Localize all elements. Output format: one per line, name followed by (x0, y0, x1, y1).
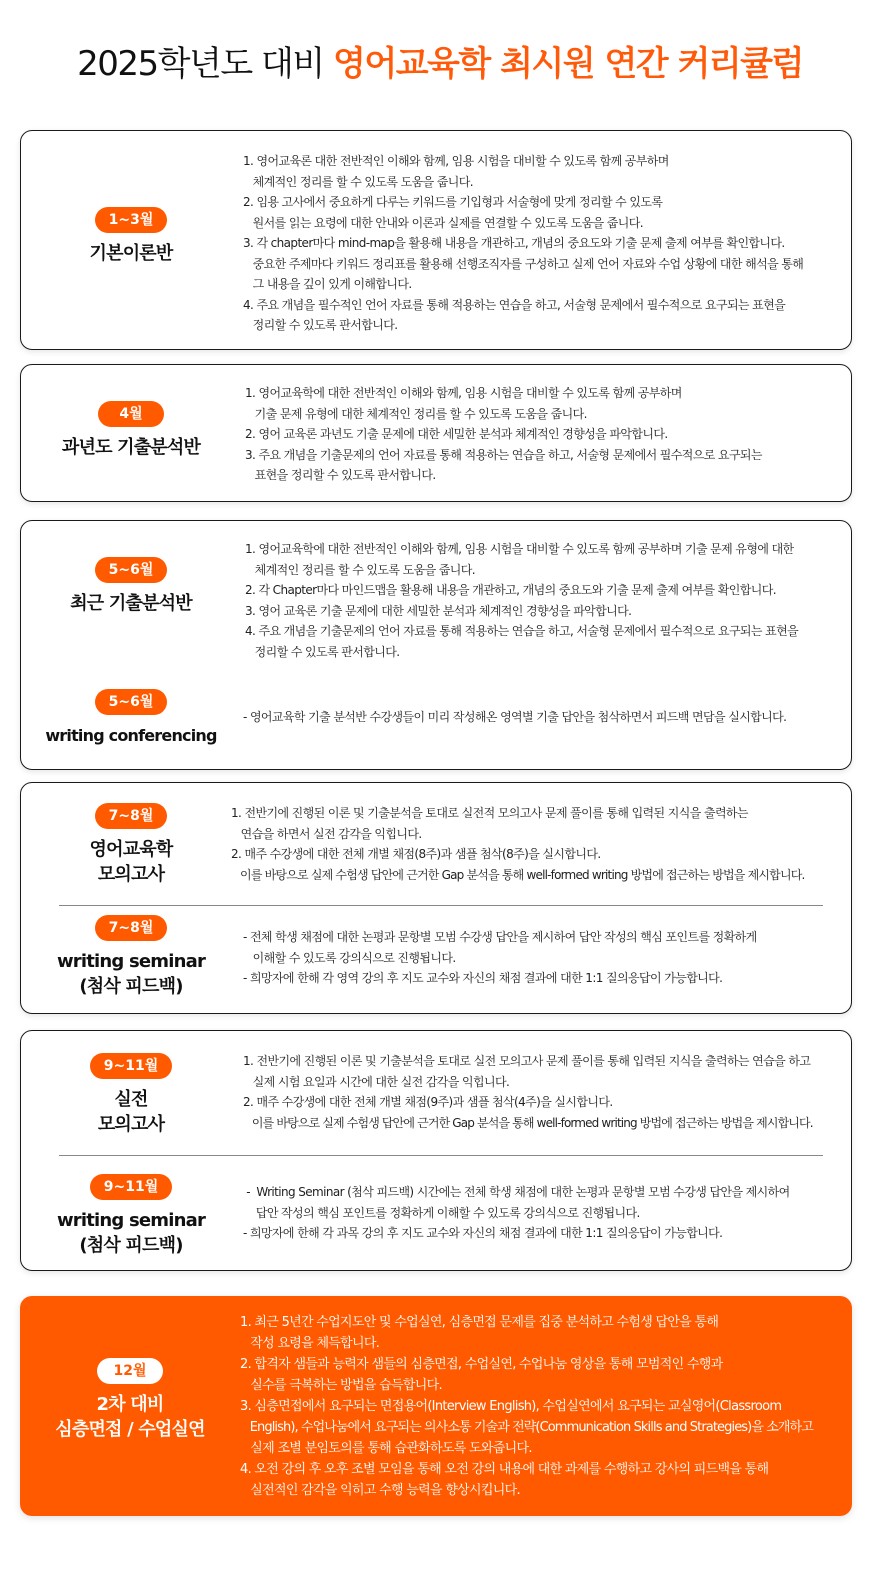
desc-line: 정리할 수 있도록 판서합니다. (243, 318, 398, 332)
period-badge: 9~11월 (90, 1053, 172, 1079)
desc-line: - Writing Seminar (첨삭 피드백) 시간에는 전체 학생 채점에 대한 논평과 문항별 모범 수강생 답안을 제시하여 (243, 1185, 790, 1199)
desc-line: 원서를 읽는 요령에 대한 안내와 이론과 실제를 연결할 수 있도록 도움을 줍니다. (243, 215, 643, 230)
desc-line: 3. 주요 개념을 기출문제의 언어 자료를 통해 적용하는 연습을 하고, 서술형 문제에서 필수적으로 요구되는 (245, 447, 762, 462)
desc-line: 4. 오전 강의 후 오후 조별 모임을 통해 오전 강의 내용에 대한 과제를 수행하고 강사의 피드백을 통해 (240, 1462, 769, 1477)
course-name: 2차 대비 심층면접 / 수업실연 (55, 1394, 205, 1440)
course-name: 최근 기출분석반 (70, 593, 192, 614)
card-recent-exam-analysis (20, 520, 852, 770)
course-description (243, 151, 803, 336)
desc-line: 답안 작성의 핵심 포인트를 정확하게 이해할 수 있도록 강의식으로 진행됩니다. (243, 1205, 640, 1220)
desc-line: 연습을 하면서 실전 감각을 익힙니다. (231, 826, 422, 841)
desc-line: 실제 조별 분임토의를 통해 습관화하도록 도와줍니다. (240, 1441, 532, 1456)
course-description (231, 803, 805, 885)
card-mock-exam-fall (20, 1030, 852, 1271)
desc-line: 2. 각 Chapter마다 마인드맵을 활용해 내용을 개관하고, 개념의 중요도와 기출 문제 출제 여부를 확인합니다. (245, 583, 776, 597)
period-badge: 12월 (97, 1358, 163, 1384)
course-description (243, 707, 786, 728)
desc-line: 2. 영어 교육론 과년도 기출 문제에 대한 세밀한 분석과 체계적인 경향성을 파악합니다. (245, 427, 668, 441)
desc-line: 중요한 주제마다 키워드 정리표를 활용해 선행조직자를 구성하고 실제 언어 자료와 수업 상황에 대한 해석을 통해 (243, 256, 804, 271)
course-name: 기본이론반 (89, 243, 173, 264)
card-basic-theory (20, 130, 852, 350)
card-mock-exam-summer (20, 782, 852, 1014)
desc-line: 2. 매주 수강생에 대한 전체 개별 채점(8주)과 샘플 첨삭(8주)을 실시합니다. (231, 847, 601, 861)
desc-line: 4. 주요 개념을 필수적인 언어 자료를 통해 적용하는 연습을 하고, 서술형 문제에서 필수적으로 요구되는 표현을 (243, 297, 786, 312)
course-label (21, 207, 241, 266)
desc-line: 실전적인 감각을 익히고 수행 능력을 향상시킵니다. (240, 1483, 520, 1498)
course-description (243, 1051, 813, 1133)
desc-line: 1. 전반기에 진행된 이론 및 기출분석을 토대로 실전적 모의고사 문제 풀이를 통해 입력된 지식을 출력하는 (231, 806, 748, 820)
desc-line: 이를 바탕으로 실제 수험생 답안에 근거한 Gap 분석을 통해 well-formed writing 방법에 접근하는 방법을 제시합니다. (231, 867, 805, 882)
course-description (243, 1182, 790, 1244)
course-label (21, 557, 241, 616)
desc-line: 표현을 정리할 수 있도록 판서합니다. (245, 468, 436, 482)
desc-line: 작성 요령을 체득합니다. (240, 1336, 380, 1351)
course-label (20, 1358, 240, 1442)
desc-line: 실제 시험 요일과 시간에 대한 실전 감각을 익힙니다. (243, 1074, 510, 1089)
desc-line: - 희망자에 한해 각 과목 강의 후 지도 교수와 자신의 채점 결과에 대한 1:1 질의응답이 가능합니다. (243, 1226, 723, 1240)
desc-line: - 전체 학생 채점에 대한 논평과 문항별 모범 수강생 답안을 제시하여 답안 작성의 핵심 포인트를 정확하게 (243, 930, 757, 944)
desc-line: 1. 영어교육론 대한 전반적인 이해와 함께, 임용 시험을 대비할 수 있도록 함께 공부하며 (243, 154, 669, 168)
desc-line: 1. 전반기에 진행된 이론 및 기출분석을 토대로 실전 모의고사 문제 풀이를 통해 입력된 지식을 출력하는 연습을 하고 (243, 1054, 811, 1068)
desc-line: 3. 심층면접에서 요구되는 면접용어(Interview English), 수업실연에서 요구되는 교실영어(Classroom (240, 1399, 782, 1414)
desc-line: 체계적인 정리를 할 수 있도록 도움을 줍니다. (243, 174, 474, 189)
course-label (21, 803, 241, 887)
course-description (245, 539, 798, 662)
desc-line: 4. 주요 개념을 기출문제의 언어 자료를 통해 적용하는 연습을 하고, 서술형 문제에서 필수적으로 요구되는 표현을 (245, 624, 799, 638)
card-second-round-prep (20, 1296, 852, 1516)
desc-line: 실수를 극복하는 방법을 습득합니다. (240, 1378, 442, 1393)
desc-line: 이해할 수 있도록 강의식으로 진행됩니다. (243, 950, 456, 965)
course-name: 영어교육학 모의고사 (89, 839, 173, 885)
desc-line: 3. 영어 교육론 기출 문제에 대한 세밀한 분석과 체계적인 경향성을 파악합니다. (245, 603, 632, 618)
page-title (0, 36, 880, 85)
desc-line: - 희망자에 한해 각 영역 강의 후 지도 교수와 자신의 채점 결과에 대한 1:1 질의응답이 가능합니다. (243, 971, 723, 985)
desc-line: 체계적인 정리를 할 수 있도록 도움을 줍니다. (245, 562, 476, 577)
desc-line: 2. 매주 수강생에 대한 전체 개별 채점(9주)과 샘플 첨삭(4주)을 실시합니다. (243, 1095, 613, 1109)
desc-line: 정리할 수 있도록 판서합니다. (245, 644, 400, 659)
desc-line: 1. 최근 5년간 수업지도안 및 수업실연, 심층면접 문제를 집중 분석하고 수험생 답안을 통해 (240, 1315, 719, 1330)
desc-line: English), 수업나눔에서 요구되는 의사소통 기술과 전략(Communication Skills and Strategies)을 소개하고 (240, 1420, 813, 1435)
desc-line: 1. 영어교육학에 대한 전반적인 이해와 함께, 임용 시험을 대비할 수 있도록 함께 공부하며 기출 문제 유형에 대한 (245, 542, 794, 556)
desc-line: - 영어교육학 기출 분석반 수강생들이 미리 작성해온 영역별 기출 답안을 첨삭하면서 피드백 면담을 실시합니다. (243, 710, 787, 724)
course-description (240, 1312, 813, 1501)
course-label (21, 915, 241, 999)
course-label (21, 1053, 241, 1137)
title-prefix: 2025학년도 대비 (77, 44, 334, 84)
period-badge: 7~8월 (95, 915, 168, 941)
course-description (243, 927, 757, 989)
desc-line: 기출 문제 유형에 대한 체계적인 정리를 할 수 있도록 도움을 줍니다. (245, 406, 587, 421)
period-badge: 5~6월 (95, 557, 168, 583)
desc-line: 2. 임용 고사에서 중요하게 다루는 키워드를 기입형과 서술형에 맞게 정리할 수 있도록 (243, 195, 663, 209)
period-badge: 4월 (98, 401, 164, 427)
course-label (21, 1174, 241, 1258)
desc-line: 3. 각 chapter마다 mind-map을 활용해 내용을 개관하고, 개념의 중요도와 기출 문제 출제 여부를 확인합니다. (243, 236, 785, 250)
title-highlight: 영어교육학 최시원 연간 커리큘럼 (333, 44, 803, 84)
period-badge: 5~6월 (95, 689, 168, 715)
desc-line: 2. 합격자 샘들과 능력자 샘들의 심층면접, 수업실연, 수업나눔 영상을 통해 모범적인 수행과 (240, 1357, 723, 1372)
period-badge: 7~8월 (95, 803, 168, 829)
course-name: writing conferencing (45, 726, 217, 745)
desc-line: 그 내용을 깊이 있게 이해합니다. (243, 277, 412, 291)
desc-line: 이를 바탕으로 실제 수험생 답안에 근거한 Gap 분석을 통해 well-formed writing 방법에 접근하는 방법을 제시합니다. (243, 1115, 813, 1130)
course-name: writing seminar (첨삭 피드백) (56, 1210, 206, 1256)
course-label (21, 689, 241, 748)
card-past-exam-analysis (20, 364, 852, 502)
course-name: 실전 모의고사 (97, 1089, 165, 1135)
desc-line: 1. 영어교육학에 대한 전반적인 이해와 함께, 임용 시험을 대비할 수 있도록 함께 공부하며 (245, 386, 682, 400)
course-description (245, 383, 762, 486)
course-name: writing seminar (첨삭 피드백) (56, 951, 206, 997)
course-name: 과년도 기출분석반 (61, 437, 201, 458)
period-badge: 1~3월 (95, 207, 168, 233)
period-badge: 9~11월 (90, 1174, 172, 1200)
course-label (21, 401, 241, 460)
